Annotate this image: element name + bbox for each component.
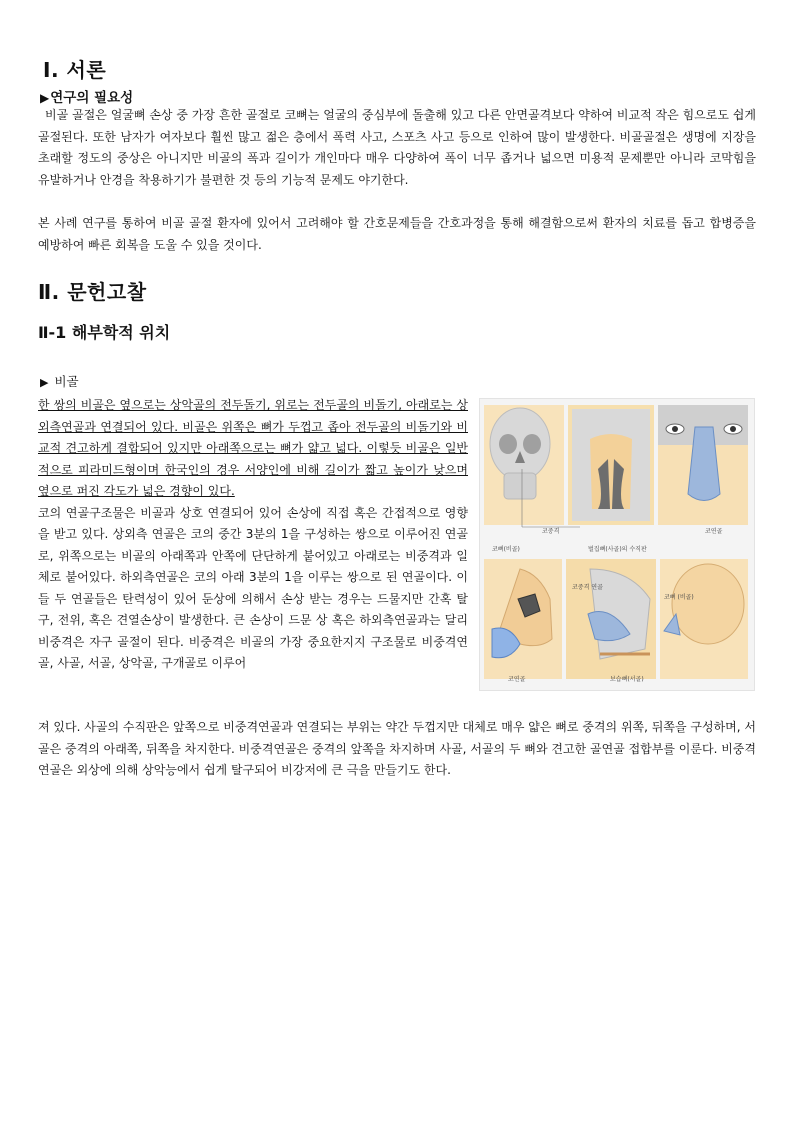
skull-jaw: [504, 473, 536, 499]
head-profile: [672, 564, 744, 644]
label-cartilage-2: 코연골: [508, 676, 526, 683]
label-vomer: 보습뼈(서골): [610, 676, 644, 683]
column-body-text: 코의 연골구조물은 비골과 상호 연결되어 있어 손상에 직접 혹은 간접적으로 영향을 받고 있다. 상외측 연골은 코의 중간 3분의 1을 구성하는 쌍으로 이루어진 연골로, 위쪽으로는 비골의 아래쪽과 안쪽에 단단하게 붙어있고 아래로는 비중격과 일체로 붙어있다. 하외측연골은 코의 아래 3분의 1을 이루는 쌍으로 된 연골이다. 이들 두 연골들은 탄력성이 있어 둔상에 의해서 손상 받는 경우는 드물지만 간혹 탈구, 전위, 혹은 견열손상이 발생한다. 큰 손상이 드문 상 혹은 하외측연골과는 달리 비중격은 자구 골절이 된다. 비중격은 비골의 가장 중요한지지 구조물로 비중격연골, 사골, 서골, 상악골, 구개골로 이루어: [38, 505, 468, 670]
section-1-title: Ⅰ. 서론: [43, 58, 107, 82]
nasal-anatomy-figure: [479, 398, 755, 691]
nasal-anatomy-illustration: [480, 399, 754, 690]
label-nasal-bone: 코뼈(비골): [492, 546, 520, 553]
label-septal-cartilage: 코중격 연골: [572, 584, 603, 591]
nasal-bone-area: [590, 434, 632, 509]
bullet-text: 비골: [54, 374, 79, 389]
underlined-passage: 한 쌍의 비골은 옆으로는 상악골의 전두돌기, 위로는 전두골의 비돌기, 아래로는 상외측연골과 연결되어 있다. 비골은 위쪽은 뼈가 두껍고 좁아 전두골의 비돌기와 비교적 견고하게 결합되어 있지만 아래쪽으로는 뼈가 얇고 넓다. 이렇듯 비골은 일반적으로 피라미드형이며 한국인의 경우 서양인에 비해 길이가 짧고 높이가 낮으며 옆으로 퍼진 각도가 넓은 경향이 있다.: [38, 398, 468, 498]
bullet-heading: [40, 372, 79, 390]
label-cartilage: 코연골: [705, 528, 723, 535]
triangle-bullet-icon: ▶: [40, 376, 49, 389]
label-septum: 코중격: [542, 528, 560, 535]
section-2-title: Ⅱ. 문헌고찰: [38, 280, 147, 304]
intro-paragraph-1: 비골 골절은 얼굴뼈 손상 중 가장 흔한 골절로 코뼈는 얼굴의 중심부에 돌출해 있고 다른 안면골격보다 약하여 비교적 작은 힘으로도 쉽게 골절된다. 또한 남자가 여자보다 훨씬 많고 젊은 층에서 폭력 사고, 스포츠 사고 등으로 인하여 많이 발생한다. 비골골절은 생명에 지장을 초래할 정도의 중상은 아니지만 비골의 폭과 길이가 개인마다 매우 다양하여 폭이 너무 좁거나 넓으면 미용적 문제뿐만 아니라 코막힘을 유발하거나 안경을 착용하기가 불편한 것 등의 기능적 문제도 야기한다.: [38, 108, 756, 187]
section-2-1-title: Ⅱ-1 해부학적 위치: [38, 323, 171, 342]
skull-left-eye: [499, 434, 517, 454]
label-nasal-bone-2: 코뼈 (비골): [664, 594, 694, 601]
anatomy-text-full: 져 있다. 사골의 수직판은 앞쪽으로 비중격연골과 연결되는 부위는 약간 두껍지만 대체로 매우 얇은 뼈로 중격의 위쪽, 뒤쪽을 구성하며, 서골은 중격의 아래쪽, 뒤쪽을 차지한다. 비중격연골은 중격의 앞쪽을 차지하며 사골, 서골의 두 뼈와 견고한 골연골 접합부를 이룬다. 비중격연골은 외상에 의해 상악능에서 쉽게 탈구되어 비강저에 큰 극을 만들기도 한다.: [38, 720, 756, 777]
anatomy-text-column: [38, 395, 468, 675]
section-1-subheading: [40, 86, 133, 106]
triangle-bullet-icon: ▶: [40, 91, 50, 105]
intro-paragraph-2: 본 사례 연구를 통하여 비골 골절 환자에 있어서 고려해야 할 간호문제들을 간호과정을 통해 해결함으로써 환자의 치료를 돕고 합병증을 예방하여 빠른 회복을 도울 수 있을 것이다.: [38, 216, 756, 252]
subheading-text: 연구의 필요성: [50, 90, 134, 106]
skull-right-eye: [523, 434, 541, 454]
label-ethmoid-plate: 벌집뼈(사골)의 수직판: [588, 546, 647, 553]
